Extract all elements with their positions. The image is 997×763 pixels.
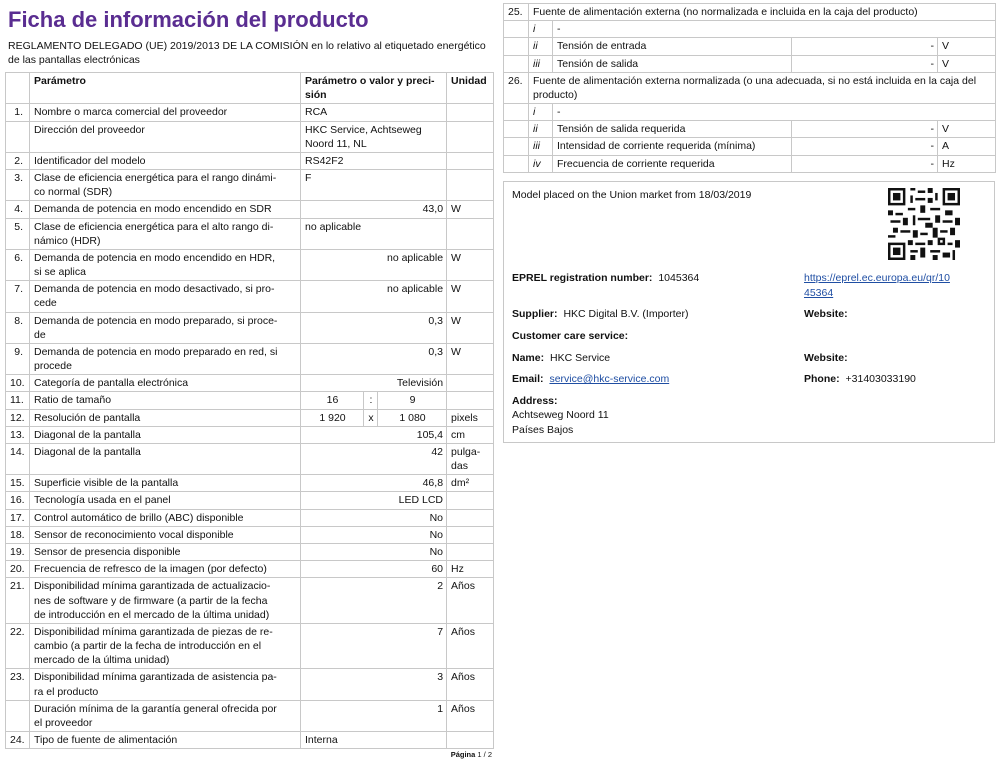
row-label: Disponibilidad mínima garantizada de asistencia pa- ra el producto (30, 669, 301, 700)
row-number (6, 121, 30, 152)
table-row (6, 121, 494, 152)
row-label: Categoría de pantalla electrónica (30, 375, 301, 392)
row-label: Frecuencia de corriente requerida (553, 155, 792, 172)
row-label: Dirección del proveedor (30, 121, 301, 152)
row-value: - (792, 55, 938, 72)
row-number: 20. (6, 561, 30, 578)
row-label: Demanda de potencia en modo preparado, si proce- de (30, 312, 301, 343)
service-website-label: Website: (804, 352, 848, 364)
main-parameter-table (5, 72, 494, 749)
table-row (6, 492, 494, 509)
row-number: 23. (6, 669, 30, 700)
row-number: 19. (6, 543, 30, 560)
phone-row: Phone: +31403033190 (804, 373, 916, 385)
table-row (6, 623, 494, 669)
row-number: 1. (6, 104, 30, 121)
qr-code-icon (888, 188, 960, 260)
row-unit (447, 732, 494, 749)
row-number: 18. (6, 526, 30, 543)
row-number (504, 104, 529, 121)
row-unit: Años (447, 578, 494, 624)
row-value: 2 (301, 578, 447, 624)
row-value: 0,3 (301, 312, 447, 343)
row-label: Control automático de brillo (ABC) disponible (30, 509, 301, 526)
table-row (504, 4, 996, 21)
row-number (504, 38, 529, 55)
row-value: no aplicable (301, 249, 447, 280)
row-unit (447, 218, 494, 249)
row-value: no aplicable (301, 218, 447, 249)
address-line-1: Achtseweg Noord 11 (512, 409, 609, 421)
table-row (6, 475, 494, 492)
row-number: 16. (6, 492, 30, 509)
row-label: Demanda de potencia en modo desactivado, si pro- cede (30, 281, 301, 312)
row-value: F (301, 170, 447, 201)
value-a: 1 920 (301, 409, 364, 426)
table-row (6, 375, 494, 392)
row-unit: pixels (447, 409, 494, 426)
table-row (504, 121, 996, 138)
row-unit: W (447, 312, 494, 343)
row-value: - (792, 138, 938, 155)
eprel-link[interactable]: https://eprel.ec.europa.eu/qr/10 45364 (804, 272, 950, 299)
row-unit: V (938, 121, 996, 138)
row-unit: Años (447, 669, 494, 700)
row-number: 10. (6, 375, 30, 392)
row-value: 46,8 (301, 475, 447, 492)
power-supply-table (503, 3, 996, 173)
row-number: 7. (6, 281, 30, 312)
row-label: Fuente de alimentación externa (no normalizada e incluida en la caja del producto) (529, 4, 996, 21)
row-label: Tipo de fuente de alimentación (30, 732, 301, 749)
row-number (504, 21, 529, 38)
row-value: no aplicable (301, 281, 447, 312)
table-row (504, 55, 996, 72)
table-header-row (6, 73, 494, 104)
row-unit (447, 526, 494, 543)
address-line-2: Países Bajos (512, 424, 574, 436)
row-value: 0,3 (301, 343, 447, 374)
row-label: Disponibilidad mínima garantizada de actualizacio- nes de software y de firmware (a partir de la fecha de introducción en el mercado de la última unidad) (30, 578, 301, 624)
row-label: Sensor de reconocimiento vocal disponible (30, 526, 301, 543)
row-subindex: iii (529, 138, 553, 155)
row-unit (447, 170, 494, 201)
table-row (6, 732, 494, 749)
value-separator: x (364, 409, 378, 426)
row-value: Interna (301, 732, 447, 749)
table-row (6, 249, 494, 280)
table-row (6, 281, 494, 312)
row-unit: W (447, 201, 494, 218)
row-subindex: ii (529, 121, 553, 138)
table-row (6, 392, 494, 409)
row-value: RCA (301, 104, 447, 121)
row-unit (447, 492, 494, 509)
row-label: Sensor de presencia disponible (30, 543, 301, 560)
table-row (6, 561, 494, 578)
row-number (504, 55, 529, 72)
row-label: Ratio de tamaño (30, 392, 301, 409)
row-unit: Hz (447, 561, 494, 578)
row-number: 6. (6, 249, 30, 280)
row-unit: dm² (447, 475, 494, 492)
page-title: Ficha de información del producto (8, 7, 369, 32)
row-number: 15. (6, 475, 30, 492)
row-subindex: i (529, 21, 553, 38)
row-number: 12. (6, 409, 30, 426)
row-subindex: iv (529, 155, 553, 172)
table-row (504, 38, 996, 55)
row-number: 5. (6, 218, 30, 249)
eprel-number: 1045364 (658, 272, 700, 284)
row-number: 3. (6, 170, 30, 201)
row-label: Resolución de pantalla (30, 409, 301, 426)
row-value: 42 (301, 443, 447, 474)
address-label: Address: (512, 395, 558, 407)
row-unit: V (938, 38, 996, 55)
row-number: 14. (6, 443, 30, 474)
customer-care-heading: Customer care service: (512, 330, 629, 342)
table-row (6, 426, 494, 443)
placed-on-market: Model placed on the Union market from 18/03/2019 (512, 189, 752, 201)
row-label: Nombre o marca comercial del proveedor (30, 104, 301, 121)
table-row (504, 72, 996, 103)
row-unit: pulga- das (447, 443, 494, 474)
row-label: - (553, 104, 996, 121)
row-value: No (301, 526, 447, 543)
header-value: Parámetro o valor y preci- sión (301, 73, 447, 104)
page-number: Página 1 / 2 (450, 750, 492, 759)
row-unit: Hz (938, 155, 996, 172)
row-value: Televisión (301, 375, 447, 392)
row-value: 43,0 (301, 201, 447, 218)
row-number: 17. (6, 509, 30, 526)
row-unit (447, 104, 494, 121)
eprel-row: EPREL registration number: 1045364 (512, 272, 700, 284)
table-row (6, 409, 494, 426)
row-unit (447, 509, 494, 526)
row-unit: V (938, 55, 996, 72)
row-number: 8. (6, 312, 30, 343)
row-label: Diagonal de la pantalla (30, 443, 301, 474)
row-number (504, 121, 529, 138)
row-unit (447, 121, 494, 152)
table-row (6, 218, 494, 249)
row-value: No (301, 543, 447, 560)
row-label: Clase de eficiencia energética para el alto rango di- námico (HDR) (30, 218, 301, 249)
row-value: 3 (301, 669, 447, 700)
row-subindex: iii (529, 55, 553, 72)
row-label: - (553, 21, 996, 38)
row-number: 24. (6, 732, 30, 749)
table-row (6, 312, 494, 343)
row-unit: Años (447, 700, 494, 731)
row-number: 22. (6, 623, 30, 669)
table-row (6, 152, 494, 169)
row-value: - (792, 38, 938, 55)
row-value: - (792, 155, 938, 172)
row-number: 2. (6, 152, 30, 169)
row-unit (447, 152, 494, 169)
regulation-text: REGLAMENTO DELEGADO (UE) 2019/2013 DE LA COMISIÓN en lo relativo al etiquetado energético de las pantallas electrónicas (8, 40, 486, 67)
row-value: 60 (301, 561, 447, 578)
row-label: Duración mínima de la garantía general ofrecida por el proveedor (30, 700, 301, 731)
row-label: Demanda de potencia en modo preparado en red, si procede (30, 343, 301, 374)
row-number (6, 700, 30, 731)
row-number (504, 138, 529, 155)
row-label: Diagonal de la pantalla (30, 426, 301, 443)
table-row (6, 526, 494, 543)
row-label: Intensidad de corriente requerida (mínima) (553, 138, 792, 155)
table-row (6, 700, 494, 731)
header-param: Parámetro (30, 73, 301, 104)
row-value: LED LCD (301, 492, 447, 509)
row-unit: W (447, 343, 494, 374)
row-label: Tensión de entrada (553, 38, 792, 55)
email-link[interactable]: service@hkc-service.com (549, 373, 670, 385)
table-row (504, 155, 996, 172)
row-label: Disponibilidad mínima garantizada de piezas de re- cambio (a partir de la fecha de introducción en el mercado de la última unidad) (30, 623, 301, 669)
row-number: 4. (6, 201, 30, 218)
row-subindex: i (529, 104, 553, 121)
row-label: Fuente de alimentación externa normalizada (o una adecuada, si no está incluida en la caja del producto) (529, 72, 996, 103)
row-unit: cm (447, 426, 494, 443)
row-number: 25. (504, 4, 529, 21)
supplier-website-label: Website: (804, 308, 848, 320)
row-value: HKC Service, Achtseweg Noord 11, NL (301, 121, 447, 152)
row-label: Demanda de potencia en modo encendido en SDR (30, 201, 301, 218)
value-b: 1 080 (378, 409, 447, 426)
table-row (504, 21, 996, 38)
row-subindex: ii (529, 38, 553, 55)
row-value: RS42F2 (301, 152, 447, 169)
row-label: Superficie visible de la pantalla (30, 475, 301, 492)
row-number: 9. (6, 343, 30, 374)
table-row (6, 669, 494, 700)
header-unit: Unidad (447, 73, 494, 104)
row-unit: A (938, 138, 996, 155)
table-row (504, 104, 996, 121)
row-number: 13. (6, 426, 30, 443)
row-label: Frecuencia de refresco de la imagen (por defecto) (30, 561, 301, 578)
row-value: 105,4 (301, 426, 447, 443)
row-unit (447, 375, 494, 392)
table-row (6, 509, 494, 526)
row-number: 11. (6, 392, 30, 409)
row-number (504, 155, 529, 172)
row-value: 1 (301, 700, 447, 731)
value-separator: : (364, 392, 378, 409)
table-row (6, 578, 494, 624)
value-b: 9 (378, 392, 447, 409)
row-label: Tensión de salida (553, 55, 792, 72)
row-unit: W (447, 249, 494, 280)
row-value: - (792, 121, 938, 138)
row-value: No (301, 509, 447, 526)
table-row (6, 170, 494, 201)
row-label: Identificador del modelo (30, 152, 301, 169)
row-unit (447, 392, 494, 409)
model-info-box (503, 181, 995, 443)
row-value: 7 (301, 623, 447, 669)
table-row (504, 138, 996, 155)
row-unit (447, 543, 494, 560)
row-label: Clase de eficiencia energética para el rango dinámi- co normal (SDR) (30, 170, 301, 201)
row-number: 26. (504, 72, 529, 103)
value-a: 16 (301, 392, 364, 409)
row-unit: Años (447, 623, 494, 669)
table-row (6, 543, 494, 560)
row-label: Tecnología usada en el panel (30, 492, 301, 509)
email-row: Email: service@hkc-service.com (512, 373, 670, 385)
row-unit: W (447, 281, 494, 312)
row-number: 21. (6, 578, 30, 624)
table-row (6, 443, 494, 474)
table-row (6, 343, 494, 374)
table-row (6, 104, 494, 121)
row-label: Demanda de potencia en modo encendido en HDR, si se aplica (30, 249, 301, 280)
supplier-row: Supplier: HKC Digital B.V. (Importer) (512, 308, 689, 320)
table-row (6, 201, 494, 218)
row-label: Tensión de salida requerida (553, 121, 792, 138)
name-row: Name: HKC Service (512, 352, 611, 364)
